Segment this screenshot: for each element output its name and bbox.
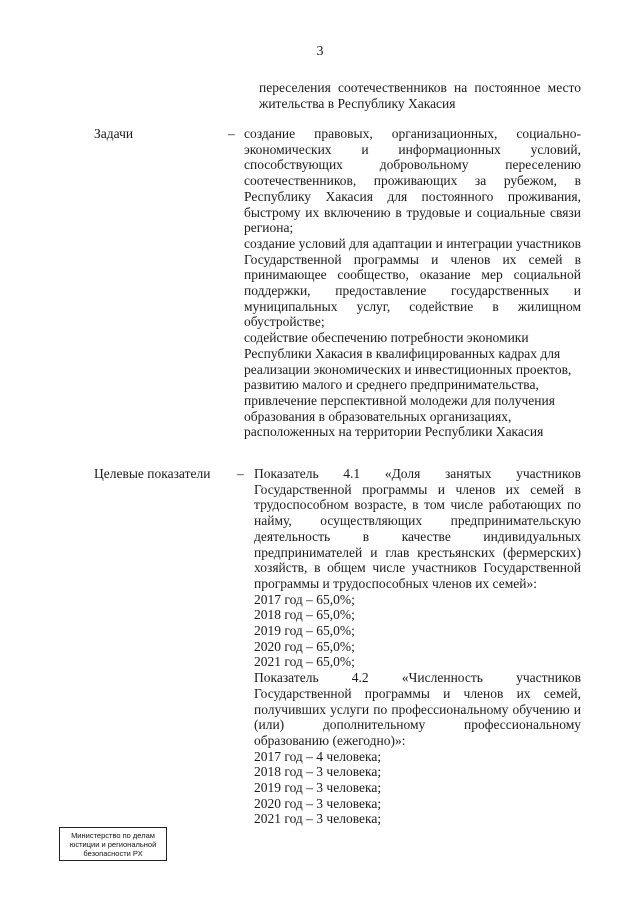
indicators-label: Целевые показатели	[94, 466, 211, 481]
tasks-paragraph: создание правовых, организационных, социально-экономических и информационных условий, способствующих добровольному переселению соотечественников, проживающих за рубежом, в Республику Хакасия для постоянного проживания, быстрому их включению в трудовые и социальные связи региона;	[244, 126, 581, 236]
intro-line: жительства в Республику Хакасия	[259, 95, 456, 111]
indicator-1-year: 2019 год – 65,0%;	[254, 623, 355, 639]
tasks-paragraph: создание условий для адаптации и интеграции участников Государственной программы и членов их семей в принимающее сообщество, оказание мер социальной поддержки, предоставление государственных и муниципальных услуг, содействие в жилищном обустройстве;	[244, 235, 581, 330]
indicator-1-year: 2020 год – 65,0%;	[254, 638, 355, 654]
stamp-line: юстиции и региональной	[69, 840, 157, 849]
indicator-1-year: 2021 год – 65,0%;	[254, 654, 355, 670]
indicator-2-year: 2020 год – 3 человека;	[254, 795, 382, 811]
tasks-paragraph: содействие обеспечению потребности экономики Республики Хакасия в квалифицированных кадрах для реализации экономических и инвестиционных проектов, развитию малого и среднего предпринимательства, привлечение перспективной молодежи для получения образования в образовательных организациях, расположенных на территории Республики Хакасия	[244, 330, 572, 440]
page-number: 3	[316, 44, 324, 59]
intro-text	[259, 80, 581, 111]
tasks-text	[244, 126, 581, 440]
indicator-2-year: 2017 год – 4 человека;	[254, 748, 382, 764]
tasks-label: Задачи	[94, 126, 134, 141]
ministry-stamp	[59, 827, 167, 861]
intro-line: переселения соотечественников на постоянное место	[259, 80, 581, 95]
indicator-2-year: 2018 год – 3 человека;	[254, 764, 382, 780]
indicator-2-year: 2021 год – 3 человека;	[254, 811, 382, 827]
indicators-dash: –	[237, 466, 244, 481]
indicator-1-year: 2017 год – 65,0%;	[254, 591, 355, 607]
indicator-2-year: 2019 год – 3 человека;	[254, 780, 382, 796]
indicators-text	[254, 466, 581, 827]
indicator-1-text: Показатель 4.1 «Доля занятых участников Государственной программы и членов их семей в трудоспособном возрасте, в том числе работающих по найму, осуществляющих предпринимательскую деятельность в качестве индивидуальных предпринимателей и глав крестьянских (фермерских) хозяйств, в общем числе участников Государственной программы и трудоспособных членов их семей»:	[254, 466, 581, 591]
indicator-1-year: 2018 год – 65,0%;	[254, 607, 355, 623]
indicator-2-text: Показатель 4.2 «Численность участников Государственной программы и членов их семей, получивших услуги по профессиональному обучению и (или) дополнительному профессиональному образованию (ежегодно)»:	[254, 670, 581, 748]
stamp-line: безопасности РХ	[83, 849, 143, 858]
stamp-line: Министерство по делам	[71, 831, 155, 840]
tasks-dash: –	[228, 126, 235, 141]
